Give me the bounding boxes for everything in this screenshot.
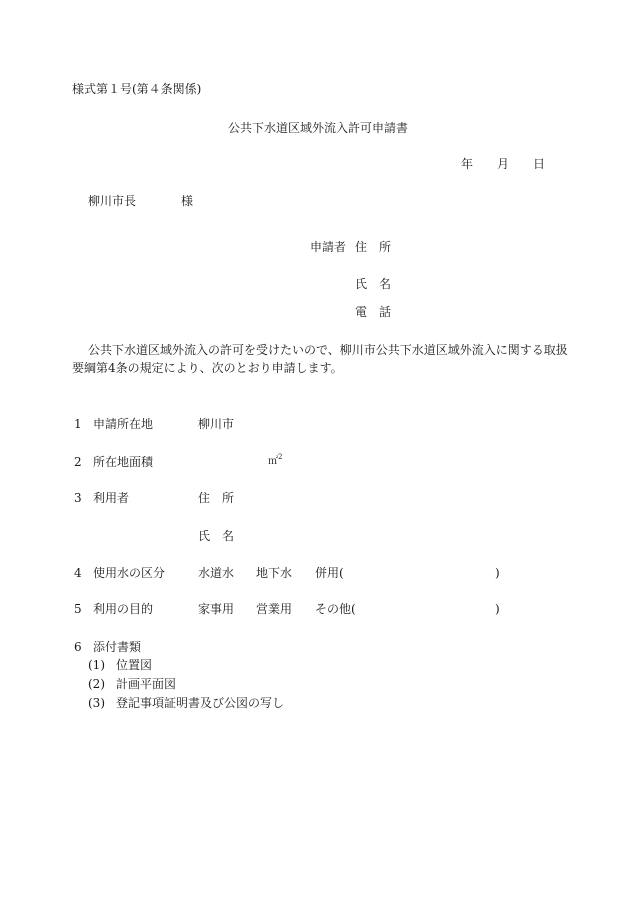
- user-name-label: 氏 名: [198, 529, 235, 543]
- form-number: 様式第１号(第４条関係): [72, 82, 202, 96]
- document-title: 公共下水道区域外流入許可申請書: [228, 121, 409, 135]
- item-5-number: 5: [74, 602, 82, 616]
- water-option-combined: 併用(: [315, 566, 344, 580]
- purpose-option-other: その他(: [315, 602, 356, 616]
- purpose-option-close-paren: ): [495, 602, 500, 616]
- attachment-3-number: (3): [88, 696, 105, 710]
- addressee-name: 柳川市長: [88, 194, 137, 208]
- body-text-line2: 要綱第4条の規定により、次のとおり申請します。: [72, 361, 343, 375]
- attachment-2-text: 計画平面図: [116, 677, 177, 691]
- applicant-label: 申請者: [310, 240, 347, 254]
- unit-main: ㎡: [268, 456, 278, 467]
- item-5-label: 利用の目的: [93, 602, 154, 616]
- date-year: 年: [461, 157, 474, 171]
- addressee-honorific: 様: [181, 194, 194, 208]
- item-1-label: 申請所在地: [93, 417, 154, 431]
- date-month: 月: [497, 157, 510, 171]
- user-address-label: 住 所: [198, 491, 235, 505]
- applicant-phone-label: 電 話: [355, 305, 392, 319]
- item-1-value: 柳川市: [198, 417, 235, 431]
- item-3-label: 利用者: [93, 491, 130, 505]
- applicant-name-label: 氏 名: [355, 277, 392, 291]
- item-4-number: 4: [74, 566, 82, 580]
- water-option-tap: 水道水: [198, 566, 235, 580]
- item-3-number: 3: [74, 491, 82, 505]
- attachment-3-text: 登記事項証明書及び公図の写し: [116, 696, 285, 710]
- attachment-1-number: (1): [88, 658, 105, 672]
- item-6-label: 添付書類: [93, 640, 142, 654]
- item-2-label: 所在地面積: [93, 455, 154, 469]
- item-2-unit: [268, 455, 282, 469]
- attachment-1-text: 位置図: [116, 658, 153, 672]
- attachment-2-number: (2): [88, 677, 105, 691]
- body-text-line1: 公共下水道区域外流入の許可を受けたいので、柳川市公共下水道区域外流入に関する取扱: [88, 343, 568, 357]
- purpose-option-household: 家事用: [198, 602, 235, 616]
- purpose-option-business: 営業用: [256, 602, 293, 616]
- applicant-address-label: 住 所: [355, 240, 392, 254]
- date-day: 日: [533, 157, 546, 171]
- unit-superscript: 2: [278, 453, 283, 461]
- item-6-number: 6: [74, 640, 82, 654]
- water-option-ground: 地下水: [256, 566, 293, 580]
- item-4-label: 使用水の区分: [93, 566, 166, 580]
- item-2-number: 2: [74, 455, 82, 469]
- item-1-number: 1: [74, 417, 82, 431]
- water-option-close-paren: ): [495, 566, 500, 580]
